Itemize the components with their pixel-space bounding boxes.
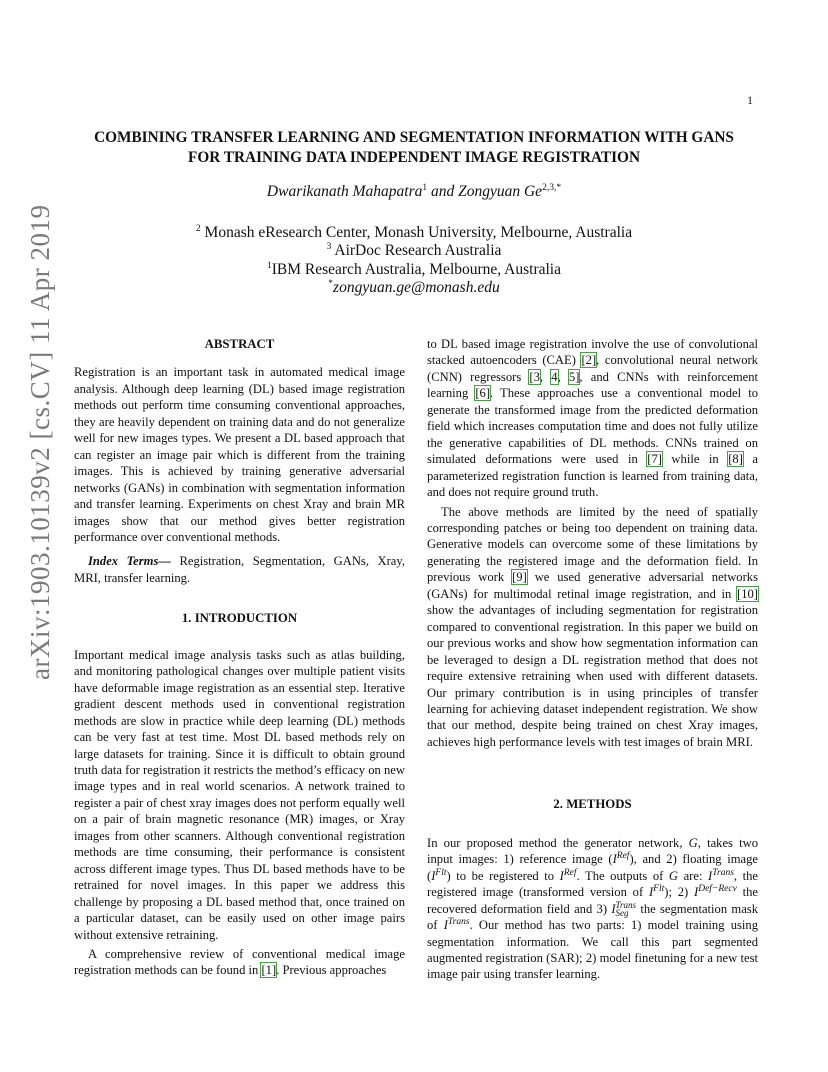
intro-paragraph-1: Important medical image analysis tasks such as atlas building, and monitoring pathological changes over multiple patient visits have deformable image registration as an essential step. Iterative gradient descent methods used in conventional registration methods are slow in practice while deep learning (DL) methods can be very fast at test time. Most DL based methods rely on large datasets for training. Since it is difficult to obtain ground truth data for registration it restricts the method’s efficacy on new image types and in real world scenarios. A network trained to register a pair of chest xray images does not perform equally well on a pair of brain magnetic resonance (MR) images, or Xray images from other scanners. Although conventional registration methods are time consuming, their performance is consistent across different image types. Thus DL based methods have to be retrained for novel images. In this paper we address this challenge by proposing a DL based method that, once trained on a particular dataset, can be easily used on other image pairs without extensive retraining. xyxy=(74,647,405,942)
affiliations xyxy=(60,224,768,298)
author-2-affiliation: 2,3,* xyxy=(542,182,562,193)
contact-email[interactable]: *zongyuan.ge@monash.edu xyxy=(328,279,500,297)
citation-link[interactable]: 4 xyxy=(551,369,558,384)
citation-link[interactable]: 5] xyxy=(568,369,580,384)
citation-link[interactable]: [3 xyxy=(529,369,540,384)
author-list xyxy=(60,183,768,201)
author-1: Dwarikanath Mahapatra xyxy=(266,183,423,200)
left-column xyxy=(74,336,405,979)
methods-paragraph: In our proposed method the generator network, G, takes two input images: 1) reference image $(I^{Ref})$, and 2) floating image $(I^{Flt})$ to be registered to $I^{Ref}$. The outputs of G are: $I^{Trans}$, the registered image (transformed version of $I^{Flt}$); 2) $I^{Def-Recv}$ the recovered deformation field and 3) ITrans Seg the segmentation mask of $I^{Trans}$. Our method has two parts: 1) model training using segmentation information. We call this part segmented augmented registration (SAR); 2) model finetuning for a new test image pair using transfer learning. xyxy=(427,835,759,982)
abstract-heading: ABSTRACT xyxy=(204,337,275,351)
citation-link[interactable]: [1] xyxy=(261,963,277,978)
title-line-1: COMBINING TRANSFER LEARNING AND SEGMENTATION INFORMATION WITH GANS xyxy=(94,129,734,146)
abstract-text: Registration is an important task in automated medical image analysis. Although deep learning (DL) based image registration methods out perform time consuming conventional approaches, they are heavily dependent on training data and do not generalize well for new images types. We present a DL based approach that can register an image pair which is different from the training images. This is achieved by training generative adversarial networks (GANs) in combination with segmentation information and transfer learning. Experiments on chest Xray and brain MR images show that our method gives better registration performance over conventional methods. xyxy=(74,365,405,544)
citation-link[interactable]: [2] xyxy=(581,353,597,368)
citation-link[interactable]: [9] xyxy=(512,570,527,585)
citation-link[interactable]: [6] xyxy=(475,386,491,401)
intro-paragraph-4: The above methods are limited by the need of spatially corresponding patches or being too dependent on training data. Generative models can overcome some of these limitations by generating the registered image and the deformation field. In previous work [9] we used generative adversarial networks (GANs) for multimodal retinal image registration, and in [10] show the advantages of including segmentation for registration compared to conventional registration. In this paper we build on our previous works and show how segmentation information can be leveraged to design a DL registration method that does not require extensive retraining when used with different datasets. Our primary contribution is in using principles of transfer learning for achieving dataset independent registration. We show that our method, despite being trained on chest Xray images, achieves high performance levels with test images of brain MRI. xyxy=(427,504,758,749)
paper-title xyxy=(60,128,768,168)
author-1-affiliation: 1 xyxy=(422,182,428,193)
introduction-heading: 1. INTRODUCTION xyxy=(181,611,298,626)
citation-link[interactable]: [7] xyxy=(647,452,662,467)
arxiv-identifier: arXiv:1903.10139v2 [cs.CV] 11 Apr 2019 xyxy=(25,204,55,680)
citation-link[interactable]: [10] xyxy=(737,586,758,601)
affiliation-3: $^3$ AirDoc Research Australia xyxy=(326,242,502,260)
methods-heading: 2. METHODS xyxy=(553,797,632,812)
citation-link[interactable]: [8] xyxy=(728,452,743,467)
index-terms-label: Index Terms— xyxy=(88,554,171,569)
author-conjunction: and xyxy=(427,183,459,200)
title-line-2: FOR TRAINING DATA INDEPENDENT IMAGE REGISTRATION xyxy=(187,149,641,166)
intro-paragraph-3: to DL based image registration involve the use of convolutional stacked autoencoders (CAE) [2], convolutional neural network (CNN) regressors [3, 4, 5], and CNNs with reinforcement learning [6]. These approaches use a conventional model to generate the transformed image from the predicted deformation field which increases computation time and does not fully utilize the generative capabilities of DL methods. CNNs trained on simulated deformations were used in [7] while in [8] a parameterized registration function is learned from training data, and does not require ground truth. xyxy=(427,337,759,500)
right-column xyxy=(427,336,758,983)
page-number: 1 xyxy=(747,93,753,107)
intro-paragraph-2: A comprehensive review of conventional medical image registration methods can be found in [1]. Previous approaches xyxy=(74,946,405,978)
index-terms-text: Registration, Segmentation, GANs, Xray, MRI, transfer learning. xyxy=(74,554,405,585)
affiliation-1: $^1$IBM Research Australia, Melbourne, Australia xyxy=(266,260,561,278)
affiliation-2: $^2$ Monash eResearch Center, Monash University, Melbourne, Australia xyxy=(195,223,633,241)
index-terms xyxy=(74,553,405,586)
author-2: Zongyuan Ge xyxy=(458,183,543,200)
